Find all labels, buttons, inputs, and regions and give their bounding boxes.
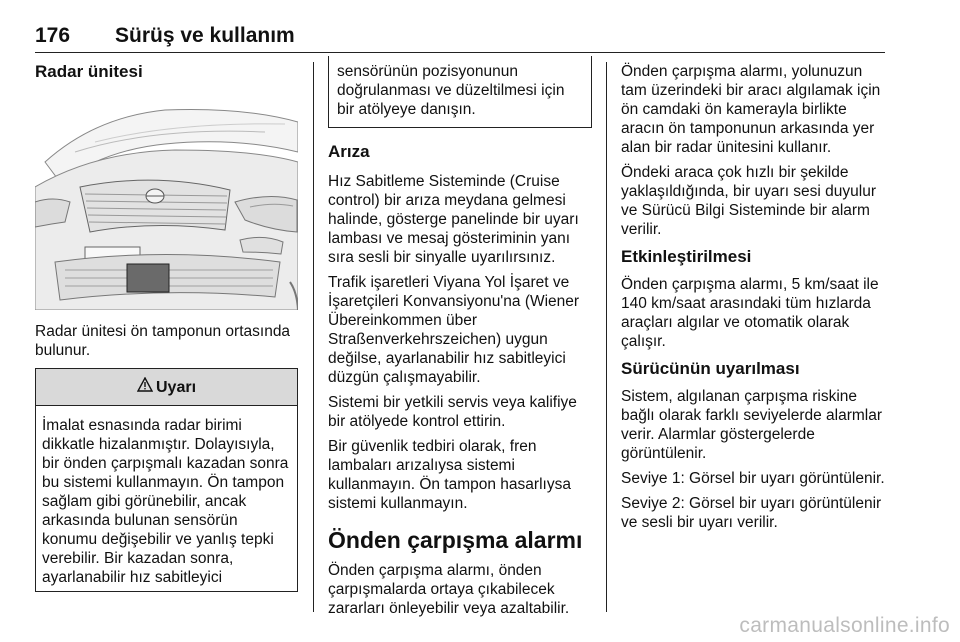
paragraph: Bir güvenlik tedbiri olarak, fren lambaları arızalıysa sistemi kullanmayın. Ön tampon hasarlıysa sistemi kullanmayın.	[328, 438, 571, 512]
warning-continued-box: sensörünün pozisyonunun doğrulanması ve düzeltilmesi için bir atölyeye danışın.	[328, 56, 592, 128]
paragraph: Hız Sabitleme Sisteminde (Cruise control) bir arıza meydana gelmesi halinde, gösterge panelinde bir uyarı lambası ve mesaj gösteriminin yanı sıra sesli bir sinyalle uyarılırsınız.	[328, 173, 579, 266]
activation-heading: Etkinleştirilmesi	[621, 247, 752, 266]
warning-triangle-icon	[137, 377, 153, 397]
column-left	[35, 62, 298, 592]
column-right	[621, 62, 887, 538]
watermark: carmanualsonline.info	[739, 614, 950, 637]
fault-heading: Arıza	[328, 142, 370, 161]
car-front-radar-illustration	[35, 92, 298, 310]
column-divider	[606, 62, 607, 612]
radar-caption: Radar ünitesi ön tamponun ortasında bulunur.	[35, 323, 291, 359]
warning-header	[36, 369, 297, 406]
paragraph: Öndeki araca çok hızlı bir şekilde yaklaşıldığında, bir uyarı sesi duyulur ve Sürücü Bilgi Sisteminde bir alarm verilir.	[621, 164, 877, 238]
section-title: Sürüş ve kullanım	[115, 24, 295, 47]
paragraph: Seviye 1: Görsel bir uyarı görüntülenir.	[621, 470, 885, 487]
column-middle	[328, 62, 592, 624]
page-header	[35, 22, 885, 53]
radar-unit-heading: Radar ünitesi	[35, 62, 143, 81]
column-divider	[313, 62, 314, 612]
paragraph: Önden çarpışma alarmı, önden çarpışmalarda ortaya çıkabilecek zararları önleyebilir veya azaltabilir.	[328, 562, 570, 617]
paragraph: Önden çarpışma alarmı, yolunuzun tam üzerindeki bir aracı algılamak için ön camdaki ön kamerayla birlikte aracın ön tamponunun arkasında yer alan bir radar ünitesini kullanır.	[621, 63, 881, 156]
paragraph: Önden çarpışma alarmı, 5 km/saat ile 140 km/saat arasındaki tüm hızlarda araçları algılar ve otomatik olarak çalışır.	[621, 276, 879, 350]
page-number: 176	[35, 24, 71, 47]
warning-box	[35, 368, 298, 592]
paragraph: Sistem, algılanan çarpışma riskine bağlı olarak farklı seviyelerde alarmlar verir. Alarmlar göstergelerde görüntülenir.	[621, 388, 883, 462]
warning-body: İmalat esnasında radar birimi dikkatle hizalanmıştır. Dolayısıyla, bir önden çarpışmalı kazadan sonra bu sistemi kullanmayın. Ön tampon sağlam gibi görünebilir, ancak arkasında bulunan sensörün konumu değişebilir ve yanlış tepki verebilir. Bir kazadan sonra, ayarlanabilir hız sabitleyici	[42, 417, 289, 586]
paragraph: Seviye 2: Görsel bir uyarı görüntülenir ve sesli bir uyarı verilir.	[621, 495, 882, 531]
paragraph: Trafik işaretleri Viyana Yol İşaret ve İşaretçileri Konvansiyonu'na (Wiener Übereinkommen über Straßenverkehrszeichen) uygun değilse, ayarlanabilir hız sabitleyici düzgün çalışmayabilir.	[328, 274, 580, 386]
warning-title: Uyarı	[155, 378, 197, 396]
driver-warning-heading: Sürücünün uyarılması	[621, 359, 800, 378]
paragraph: Sistemi bir yetkili servis veya kalifiye bir atölyede kontrol ettirin.	[328, 394, 577, 430]
forward-collision-heading: Önden çarpışma alarmı	[328, 527, 583, 553]
